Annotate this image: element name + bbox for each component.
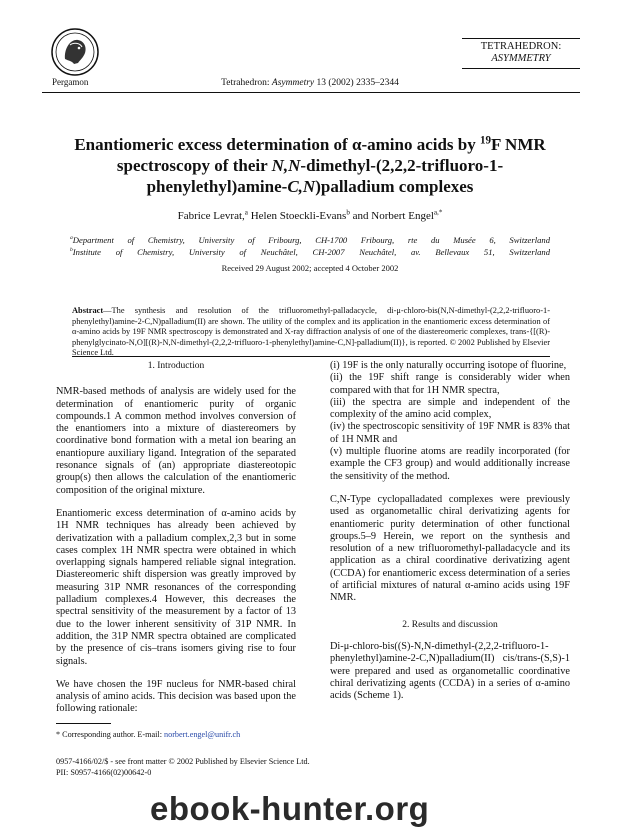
paragraph: C,N-Type cyclopalladated complexes were previously used as organometallic chiral derivatizing agents for enantiomeric purity determination of other functional groups.5–9 Herein, we report on the synthesis and resolution of a new trifluoromethyl-palladacycle and its application as a chiral coordinative derivatizing agent (CCDA) for enantiomeric excess determination of a series of artificial mixtures of natural α-amino acids using 19F NMR. [330, 493, 570, 604]
title-italic: N,N [271, 156, 301, 175]
affil-sup: a [70, 235, 73, 242]
list-item: (ii) the 19F shift range is considerably wider when compared with that for 1H NMR spectra, [330, 372, 570, 396]
footnote-label: * Corresponding author. E-mail: [56, 730, 165, 739]
citation-suffix: 13 (2002) 2335–2344 [314, 78, 399, 88]
title-part: F NMR spectroscopy of their [116, 135, 546, 175]
paragraph: We have chosen the 19F nucleus for NMR-based chiral analysis of amino acids. This decision was based upon the following rationale: [56, 678, 296, 715]
author-name: Helen Stoeckli-Evans [247, 210, 347, 222]
author-name: Fabrice Levrat, [177, 210, 245, 222]
title-sup: 19 [480, 134, 492, 147]
article-title [60, 134, 560, 197]
footnote [56, 730, 240, 739]
title-part: )palladium complexes [315, 177, 474, 196]
author-affil-sup: a,* [433, 208, 443, 217]
received-dates: Received 29 August 2002; accepted 4 October 2002 [221, 263, 399, 273]
issn-line: 0957-4166/02/$ - see front matter © 2002 Published by Elsevier Science Ltd. [56, 757, 310, 766]
publisher-name: Pergamon [52, 77, 89, 87]
title-italic: C,N [287, 177, 316, 196]
affil-text: Institute of Chemistry, University of Neuchâtel, CH-2007 Neuchâtel, av. Bellevaux 51, Switzerland [72, 247, 550, 257]
journal-citation [0, 78, 620, 88]
affil-sup: b [70, 247, 73, 254]
citation-journal: Asymmetry [271, 78, 315, 88]
author-name: and Norbert Engel [349, 210, 434, 222]
publisher-logo-icon [50, 27, 100, 77]
abstract [72, 306, 550, 359]
title-part: Enantiomeric excess determination of α-amino acids by [74, 135, 480, 154]
paragraph: NMR-based methods of analysis are widely used for the determination of enantiomeric purity of organic compounds.1 A common method involves conversion of the enantiomers into a mixture of diastereomers by coordinative bond formation with a metal ion bearing an enantiopure auxiliary ligand. Integration of the separated resonance signals of (an) appropriate diastereotopic group(s) then allows the calculation of the enantiomeric composition of the original mixture. [56, 386, 296, 496]
header-divider [42, 92, 580, 93]
author-affil-sup: b [346, 208, 350, 217]
author-list [0, 210, 620, 222]
list-item: (iii) the spectra are simple and independent of the complexity of the amino acid complex, [330, 396, 570, 421]
list-item: (iv) the spectroscopic sensitivity of 19F NMR is 83% that of 1H NMR and [330, 421, 570, 445]
affiliation-b [70, 247, 550, 257]
list-item: (i) 19F is the only naturally occurring isotope of fluorine, [330, 360, 567, 371]
affiliation-a [70, 235, 550, 245]
paragraph: Di-μ-chloro-bis((S)-N,N-dimethyl-(2,2,2-trifluoro-1-phenylethyl)amine-2-C,N)palladium(II) cis/trans-(S,S)-1 were prepared and used as organometallic coordinative chiral derivatizing agents (CCDA) in a series of α-amino acids (Scheme 1). [330, 640, 570, 702]
watermark-text: ebook-hunter.org [150, 790, 430, 827]
abstract-divider [72, 356, 550, 357]
title-part: -dimethyl-(2,2,2-trifluoro-1-phenylethyl)amine- [146, 156, 504, 196]
author-email-link[interactable]: norbert.engel@unifr.ch [164, 730, 241, 739]
footnote-divider [56, 723, 111, 724]
section-heading-results: 2. Results and discussion [402, 619, 498, 630]
journal-name-line2: ASYMMETRY [491, 53, 551, 64]
journal-name-box [462, 38, 580, 69]
copyright-block [56, 756, 310, 778]
author-affil-sup: a [244, 208, 248, 217]
list-item: (v) multiple fluorine atoms are readily incorporated (for example the CF3 group) and would additionally increase the sensitivity of the method. [330, 446, 570, 482]
affil-text: Department of Chemistry, University of Fribourg, CH-1700 Fribourg, rte du Musée 6, Switzerland [72, 235, 550, 245]
section-heading-introduction: 1. Introduction [147, 361, 205, 371]
citation-prefix: Tetrahedron: [221, 78, 272, 88]
pii-line: PII: S0957-4166(02)00642-0 [56, 768, 152, 777]
abstract-label: Abstract [72, 306, 104, 315]
right-column [330, 360, 570, 702]
abstract-text: —The synthesis and resolution of the trifluoromethyl-palladacycle, di-μ-chloro-bis(N,N-dimethyl-(2,2,2-trifluoro-1-phenylethyl)amine-2-C,N)palladium(II) are shown. The utility of the complex and its application in the enantiomeric excess determination of α-amino acids by 19F NMR spectroscopy is demonstrated and X-ray diffraction analysis of one of the diastereomeric complexes, trans-{[(R)-phenylglycinato-N,O][(R)-N,N-dimethyl-(2,2,2-trifluoro-1-phenylethyl)amine-C,N]-palladium(II)}, is reported. © 2002 Published by Elsevier Science Ltd. [72, 306, 550, 357]
journal-name-line1: TETRAHEDRON: [480, 41, 562, 52]
left-column [56, 360, 296, 716]
paragraph: Enantiomeric excess determination of α-amino acids by 1H NMR techniques has already been achieved by derivatization with a palladium complex,2,3 but in some cases complex 1H NMR spectra were obtained in which overlapping signals hampered reliable signal integration. Diastereomeric shift dispersion was greatly improved by measuring 31P NMR resonances of the corresponding palladium complexes.4 However, this decreases the spectral sensitivity of the measurement by a factor of 13 due to the lower inherent sensitivity of 31P NMR. In addition, the 31P NMR spectra obtained are complicated by the presence of cis–trans isomers giving rise to four signals. [56, 507, 296, 667]
